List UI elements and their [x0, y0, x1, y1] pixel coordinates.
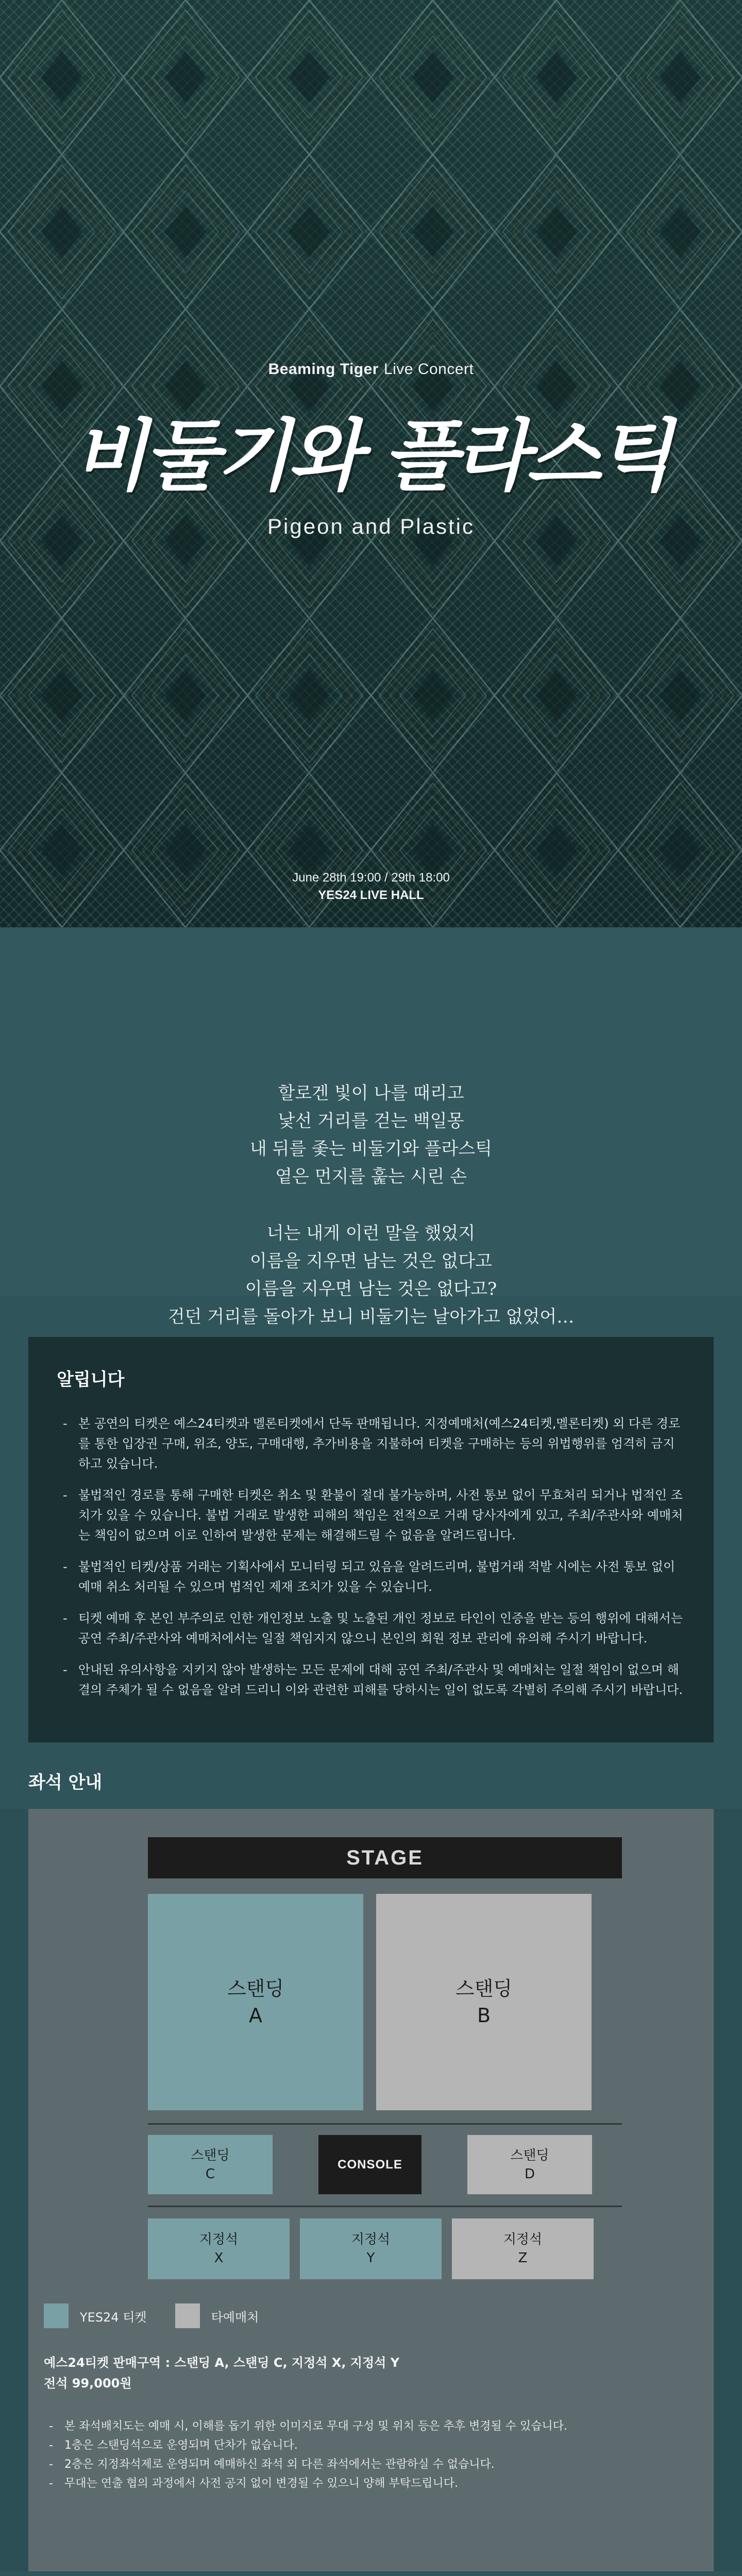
notice-item: - 불법적인 경로를 통해 구매한 티켓은 취소 및 환불이 절대 불가능하며, 사전 통보 없이 무효처리 되거나 법적인 조치가 있을 수 있습니다. 불법 거래로 발생한 피해의 책임은 전적으로 거래 당사자에게 있고, 주최/주관사와 예매처는 책임이 없으며 이로 인하여 발생한 문제는 해결해드릴 수 없음을 알려드립니다.	[57, 1485, 685, 1546]
legend-label: 타예매처	[211, 2310, 259, 2325]
poster-subtitle: Pigeon and Plastic	[267, 514, 475, 538]
zone-type: 스탠딩	[227, 1977, 284, 2000]
poster-hall: YES24 LIVE HALL	[318, 888, 424, 902]
seat-note: - 2층은 지정좌석제로 운영되며 예매하신 좌석 외 다른 좌석에서는 관람하실 수 없습니다.	[44, 2455, 698, 2474]
notice-item: - 티켓 예매 후 본인 부주의로 인한 개인정보 노출 및 노출된 개인 정보로 타인이 인증을 받는 등의 행위에 대해서는 공연 주최/주관사와 예매처에서는 일절 책임지지 않으니 본인의 회원 정보 관리에 유의해 주시기 바랍니다.	[57, 1608, 685, 1649]
zone-standing-c	[148, 2135, 273, 2194]
poster-brand: Beaming Tiger	[268, 361, 379, 378]
zone-standing-d	[467, 2135, 592, 2194]
notice-item: - 안내된 유의사항을 지키지 않아 발생하는 모든 문제에 대해 공연 주최/주관사 및 예매처는 일절 책임이 없으며 해결의 주체가 될 수 없음을 알려 드리니 이와 관련한 피해를 당하시는 일이 없도록 각별히 주의해 주시기 바랍니다.	[57, 1660, 685, 1700]
notice-section	[0, 1296, 742, 1758]
seat-note: - 본 좌석배치도는 예매 시, 이해를 돕기 위한 이미지로 무대 구성 및 위치 등은 추후 변경될 수 있습니다.	[44, 2417, 698, 2436]
ticket-price: 전석 99,000원	[44, 2376, 132, 2391]
level-divider	[148, 2206, 622, 2207]
zone-type: 스탠딩	[510, 2147, 549, 2163]
floor-divider	[148, 2123, 622, 2125]
console-block: CONSOLE	[318, 2135, 421, 2194]
zone-reserved-y	[300, 2218, 442, 2279]
seat-info	[44, 2352, 698, 2493]
legend-label: YES24 티켓	[80, 2310, 147, 2325]
sale-zones: 예스24티켓 판매구역 : 스탠딩 A, 스탠딩 C, 지정석 X, 지정석 Y	[44, 2355, 400, 2370]
lyric-line: 옅은 먼지를 훑는 시린 손	[275, 1166, 467, 1187]
seat-note: - 무대는 연출 협의 과정에서 사전 공지 없이 변경될 수 있으니 양해 부탁드립니다.	[44, 2474, 698, 2493]
zone-standing-a	[148, 1894, 363, 2110]
poster-hero	[0, 0, 742, 927]
zone-standing-b	[376, 1894, 592, 2110]
notice-item: - 불법적인 티켓/상품 거래는 기획사에서 모니터링 되고 있음을 알려드리며, 불법거래 적발 시에는 사전 통보 없이 예매 취소 처리될 수 있으며 법적인 제재 조치가 있을 수 있습니다.	[57, 1557, 685, 1597]
zone-letter: A	[249, 2004, 262, 2027]
zone-letter: Z	[518, 2250, 528, 2266]
lyric-line: 건던 거리를 돌아가 보니 비둘기는 날아가고 없었어…	[167, 1307, 575, 1327]
legend-item-yes24	[44, 2303, 147, 2328]
poster-live: Live Concert	[383, 361, 474, 378]
seating-map	[28, 1809, 714, 2571]
seat-notes	[44, 2417, 698, 2493]
notice-item: - 본 공연의 티켓은 예스24티켓과 멜론티켓에서 단독 판매됩니다. 지정예매처(예스24티켓,멜론티켓) 외 다른 경로를 통한 입장권 구매, 위조, 양도, 구매대행, 추가비용을 지불하여 티켓을 구매하는 등의 위법행위를 엄격히 금지하고 있습니다.	[57, 1414, 685, 1474]
zone-letter: B	[477, 2004, 491, 2027]
lyric-line: 내 뒤를 좇는 비둘기와 플라스틱	[249, 1139, 493, 1159]
zone-type: 스탠딩	[191, 2147, 230, 2163]
zone-type: 지정석	[199, 2232, 239, 2247]
notice-list	[57, 1414, 685, 1700]
lyrics-section	[0, 927, 742, 1327]
zone-type: 스탠딩	[455, 1977, 513, 2000]
zone-reserved-z	[452, 2218, 594, 2279]
legend-item-other	[175, 2303, 259, 2328]
notice-box	[28, 1337, 714, 1742]
lyric-stanza-1	[0, 1079, 742, 1191]
zone-letter: Y	[366, 2250, 375, 2266]
legend-swatch	[44, 2303, 69, 2328]
legend-swatch	[175, 2303, 200, 2328]
lyric-line: 너는 내게 이런 말을 했었지	[266, 1223, 476, 1244]
seat-legend	[44, 2303, 287, 2328]
zone-type: 지정석	[351, 2232, 391, 2247]
zone-letter: D	[524, 2166, 535, 2182]
seating-extra-notes	[0, 2571, 742, 2576]
zone-type: 지정석	[503, 2232, 543, 2247]
poster-title: 비둘기와 플라스틱	[73, 412, 669, 501]
lyric-line: 이름을 지우면 남는 것은 없다고?	[245, 1279, 497, 1299]
zone-letter: C	[205, 2166, 215, 2182]
seating-title: 좌석 안내	[0, 1758, 742, 1809]
zone-reserved-x	[148, 2218, 290, 2279]
lyric-line: 할로겐 빛이 나를 때리고	[278, 1083, 464, 1104]
stage-label: STAGE	[148, 1837, 622, 1878]
zone-letter: X	[214, 2250, 224, 2266]
poster-brand-line	[0, 361, 742, 378]
poster-dates: June 28th 19:00 / 29th 18:00	[292, 871, 450, 885]
seat-note: - 1층은 스탠딩석으로 운영되며 단차가 없습니다.	[44, 2436, 698, 2455]
lyric-line: 이름을 지우면 남는 것은 없다고	[249, 1251, 493, 1272]
lyric-line: 낯선 거리를 걷는 백일몽	[278, 1111, 464, 1131]
notice-title: 알립니다	[57, 1369, 125, 1390]
